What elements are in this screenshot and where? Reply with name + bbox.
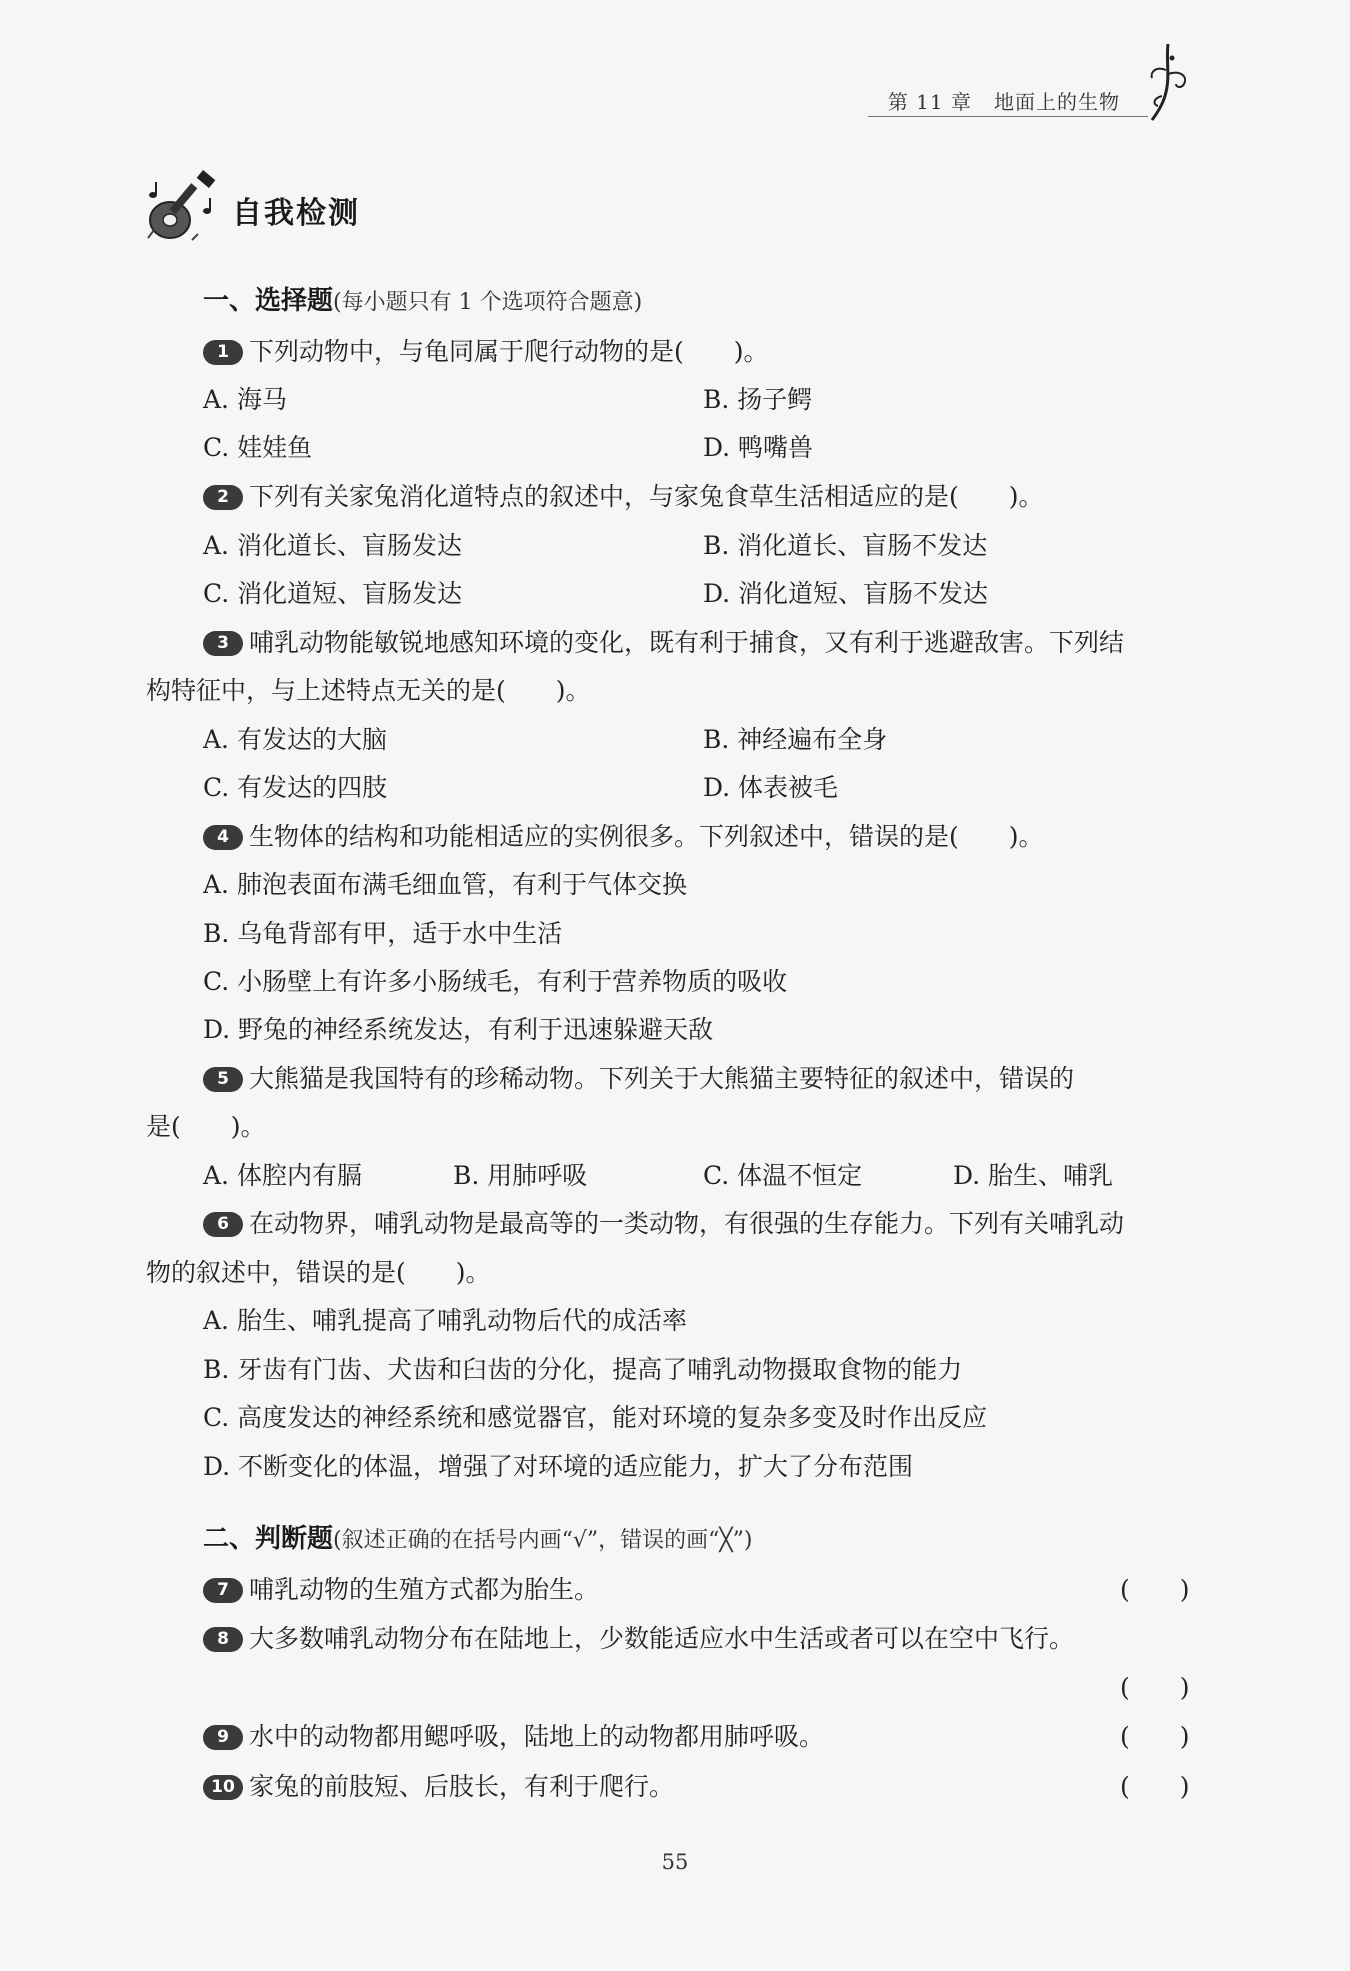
question-stem: 5 大熊猫是我国特有的珍稀动物。下列关于大熊猫主要特征的叙述中，错误的 <box>203 1063 1074 1095</box>
chapter-title: 地面上的生物 <box>994 90 1120 114</box>
question-number-badge: 5 <box>203 1067 243 1092</box>
question-stem: 4 生物体的结构和功能相适应的实例很多。下列叙述中，错误的是( )。 <box>203 821 1044 853</box>
flourish-ornament-icon <box>1132 40 1202 124</box>
question-stem: 7 哺乳动物的生殖方式都为胎生。 <box>203 1574 599 1606</box>
answer-blank[interactable]: ( ) <box>1120 1722 1190 1751</box>
question-stem-continued: 是( )。 <box>146 1112 266 1141</box>
option: A. 有发达的大脑 <box>203 725 387 754</box>
answer-blank[interactable]: ( ) <box>1120 1575 1190 1604</box>
option: C. 娃娃鱼 <box>203 433 313 462</box>
option: C. 体温不恒定 <box>703 1161 863 1190</box>
question-stem: 8 大多数哺乳动物分布在陆地上，少数能适应水中生活或者可以在空中飞行。 <box>203 1623 1074 1655</box>
header-rule <box>868 116 1148 117</box>
question-number-badge: 10 <box>203 1775 243 1800</box>
question-stem: 10 家兔的前肢短、后肢长，有利于爬行。 <box>203 1771 674 1803</box>
question-number-badge: 4 <box>203 825 243 850</box>
option: B. 扬子鳄 <box>703 385 813 414</box>
part1-heading <box>203 280 642 317</box>
part1-title: 一、选择题 <box>203 286 334 316</box>
question-stem: 3 哺乳动物能敏锐地感知环境的变化，既有利于捕食，又有利于逃避敌害。下列结 <box>203 627 1124 659</box>
option: C. 消化道短、盲肠发达 <box>203 579 463 608</box>
answer-blank[interactable]: ( ) <box>1120 1673 1190 1702</box>
option: C. 有发达的四肢 <box>203 773 388 802</box>
chapter-header <box>888 86 1120 115</box>
part2-note: (叙述正确的在括号内画“√”，错误的画“╳”) <box>333 1528 753 1553</box>
question-number-badge: 1 <box>203 340 243 365</box>
question-number-badge: 9 <box>203 1725 243 1750</box>
guitar-music-icon <box>140 168 226 248</box>
question-stem: 6 在动物界，哺乳动物是最高等的一类动物，有很强的生存能力。下列有关哺乳动 <box>203 1208 1124 1240</box>
question-number-badge: 2 <box>203 485 243 510</box>
question-stem-continued: 构特征中，与上述特点无关的是( )。 <box>146 676 591 705</box>
question-number-badge: 8 <box>203 1627 243 1652</box>
option: B. 用肺呼吸 <box>453 1161 588 1190</box>
option: A. 肺泡表面布满毛细血管，有利于气体交换 <box>203 870 687 899</box>
option: D. 体表被毛 <box>703 773 839 802</box>
answer-blank[interactable]: ( ) <box>1120 1772 1190 1801</box>
option: A. 体腔内有膈 <box>203 1161 362 1190</box>
part2-title: 二、判断题 <box>203 1524 334 1554</box>
option: D. 野兔的神经系统发达，有利于迅速躲避天敌 <box>203 1015 714 1044</box>
option: A. 胎生、哺乳提高了哺乳动物后代的成活率 <box>203 1306 687 1335</box>
question-stem: 1 下列动物中，与龟同属于爬行动物的是( )。 <box>203 336 769 368</box>
option: D. 胎生、哺乳 <box>953 1161 1114 1190</box>
part2-heading <box>203 1518 752 1555</box>
option: D. 鸭嘴兽 <box>703 433 814 462</box>
question-number-badge: 7 <box>203 1578 243 1603</box>
option: B. 神经遍布全身 <box>703 725 888 754</box>
page-number: 55 <box>661 1850 689 1874</box>
option: B. 牙齿有门齿、犬齿和臼齿的分化，提高了哺乳动物摄取食物的能力 <box>203 1355 963 1384</box>
option: D. 消化道短、盲肠不发达 <box>703 579 989 608</box>
option: B. 消化道长、盲肠不发达 <box>703 531 988 560</box>
option: A. 海马 <box>203 385 287 414</box>
option: C. 小肠壁上有许多小肠绒毛，有利于营养物质的吸收 <box>203 967 788 996</box>
question-number-badge: 6 <box>203 1212 243 1237</box>
section-title: 自我检测 <box>232 196 360 231</box>
question-stem: 9 水中的动物都用鳃呼吸，陆地上的动物都用肺呼吸。 <box>203 1721 824 1753</box>
option: A. 消化道长、盲肠发达 <box>203 531 462 560</box>
option: B. 乌龟背部有甲，适于水中生活 <box>203 919 563 948</box>
question-stem: 2 下列有关家兔消化道特点的叙述中，与家兔食草生活相适应的是( )。 <box>203 481 1044 513</box>
chapter-number: 第 11 章 <box>887 90 972 114</box>
question-stem-continued: 物的叙述中，错误的是( )。 <box>146 1258 491 1287</box>
option: C. 高度发达的神经系统和感觉器官，能对环境的复杂多变及时作出反应 <box>203 1403 988 1432</box>
part1-note: (每小题只有 1 个选项符合题意) <box>333 290 643 315</box>
question-number-badge: 3 <box>203 631 243 656</box>
option: D. 不断变化的体温，增强了对环境的适应能力，扩大了分布范围 <box>203 1452 914 1481</box>
